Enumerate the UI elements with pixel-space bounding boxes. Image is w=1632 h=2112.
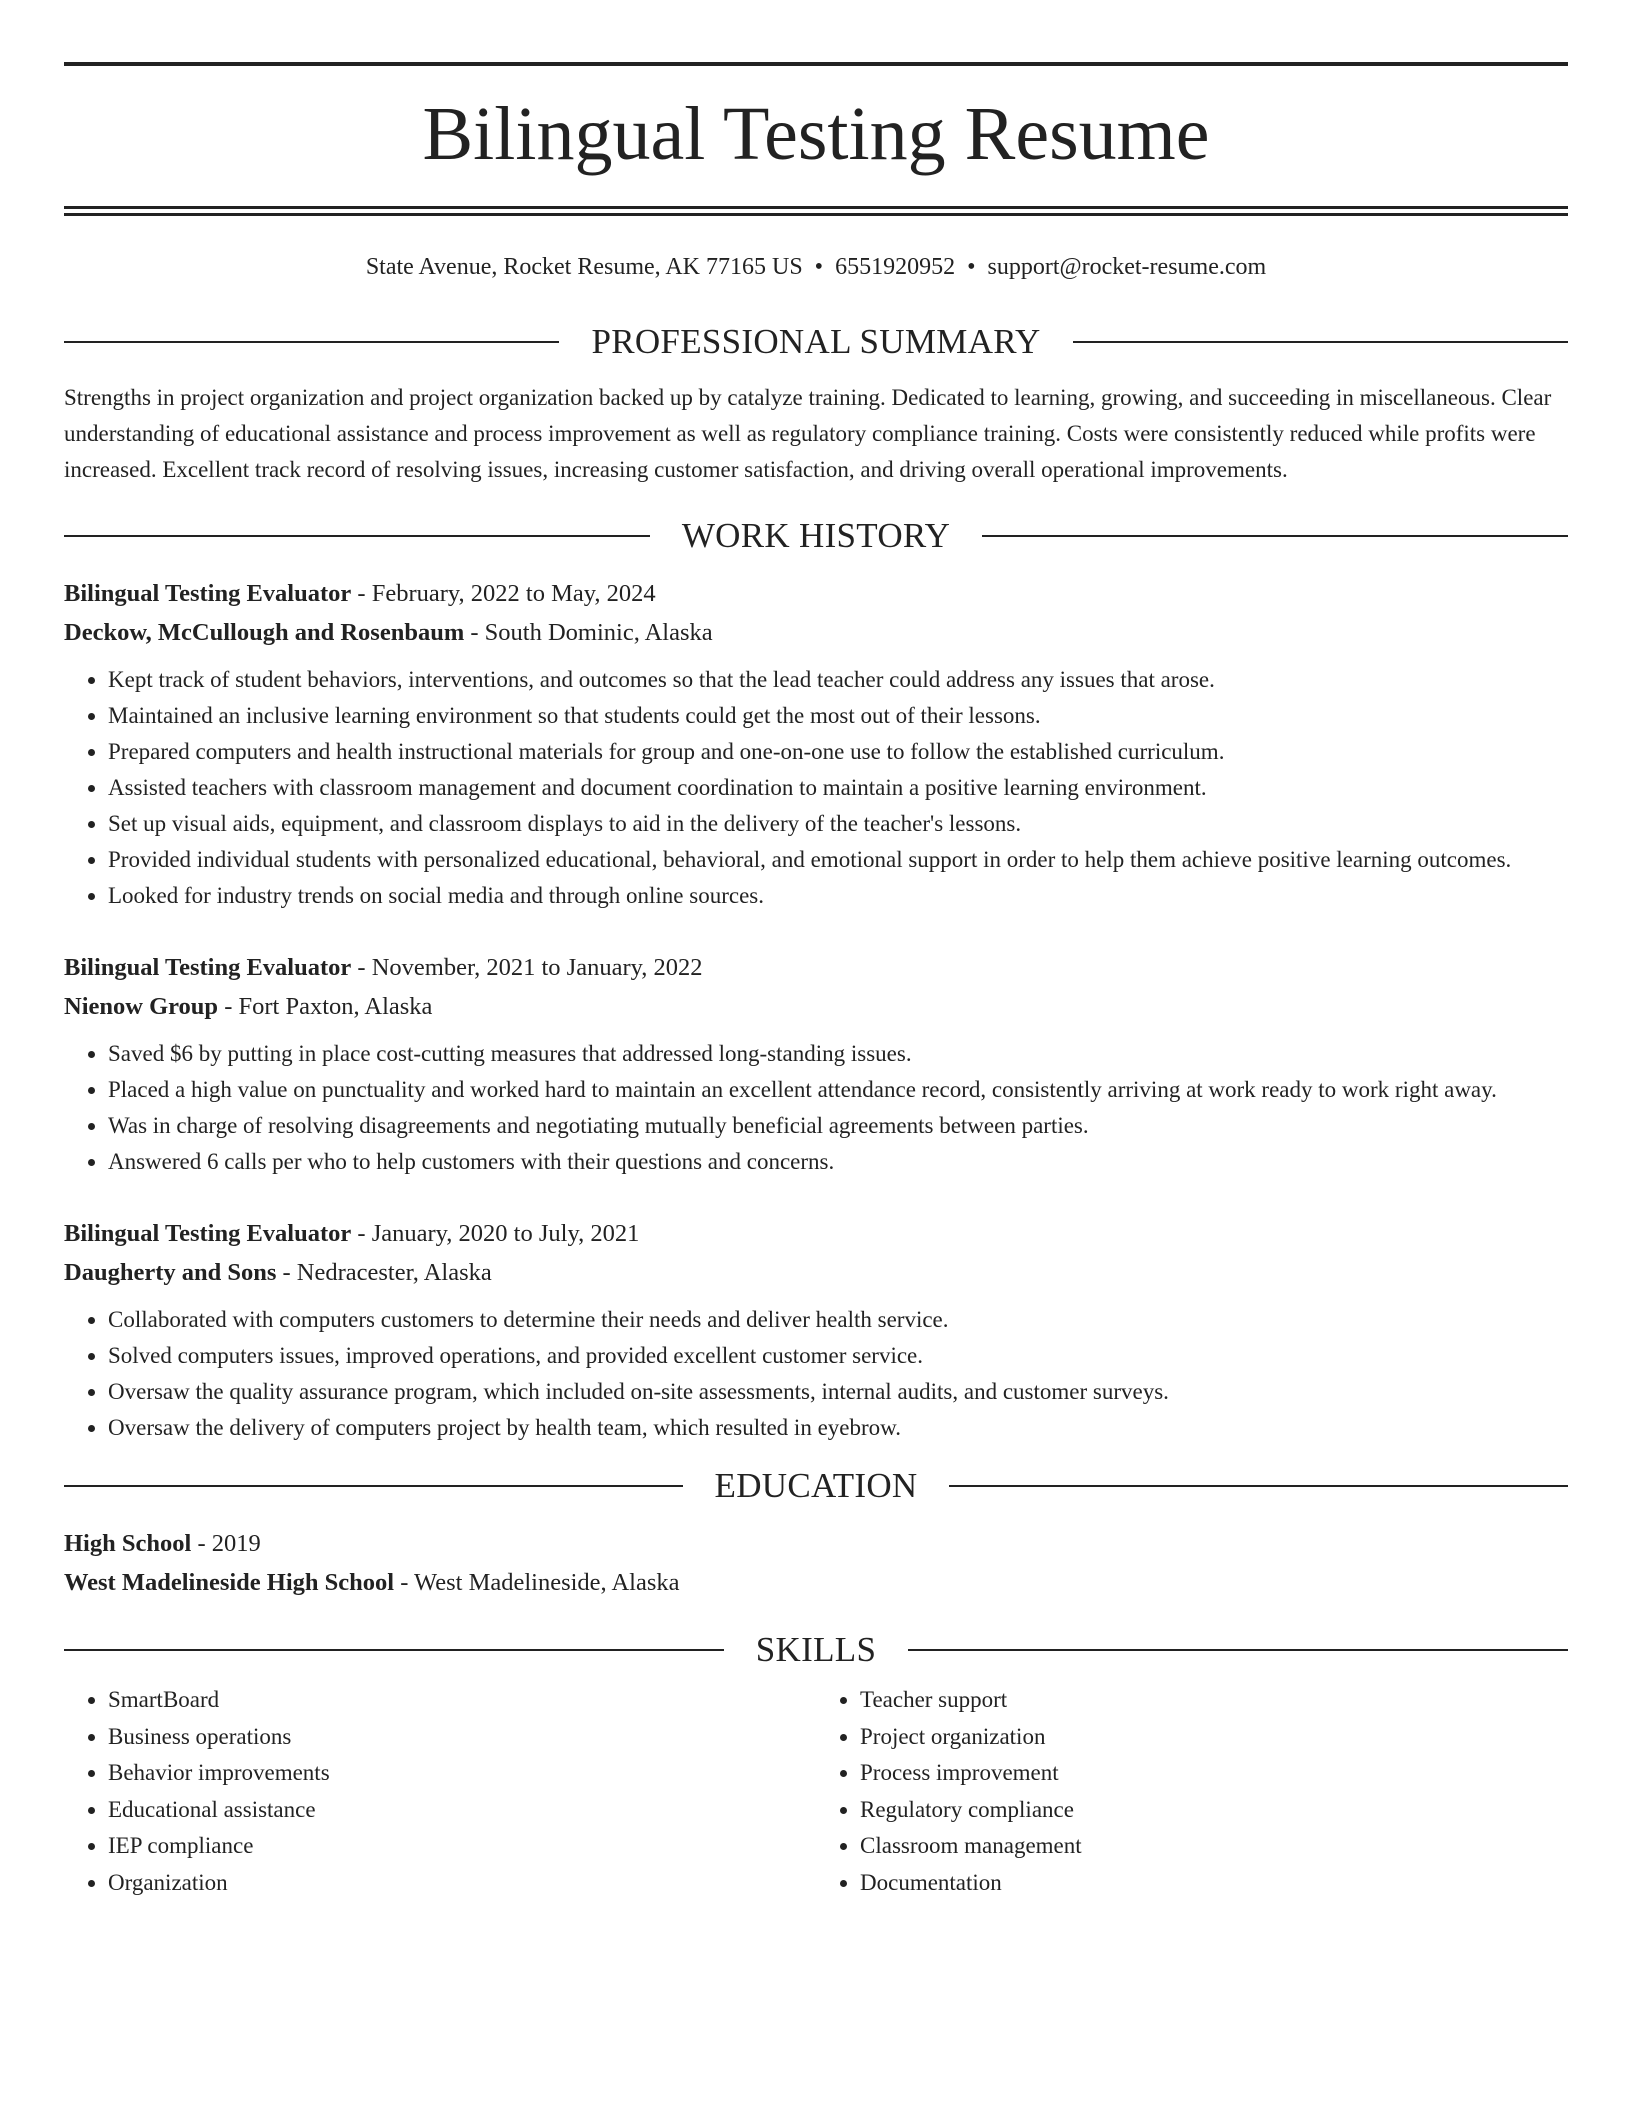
job-title: Bilingual Testing Evaluator	[64, 1220, 352, 1247]
job-bullet: • Oversaw the quality assurance program, which included on-site assessments, internal audits, and customer surveys.	[108, 1374, 1568, 1410]
section-header-summary	[64, 322, 1568, 362]
skill-item: • Regulatory compliance	[860, 1792, 1568, 1829]
job-bullet: • Collaborated with computers customers to determine their needs and deliver health service.	[108, 1302, 1568, 1338]
job-company: Deckow, McCullough and Rosenbaum	[64, 619, 465, 646]
job-bullet: • Oversaw the delivery of computers project by health team, which resulted in eyebrow.	[108, 1410, 1568, 1446]
job-location: - South Dominic, Alaska	[464, 619, 713, 646]
section-rule-right	[1073, 341, 1568, 343]
section-title-education: EDUCATION	[714, 1466, 918, 1505]
job-bullets	[64, 1302, 1568, 1446]
job-company-line	[64, 987, 1568, 1026]
job-bullet: • Assisted teachers with classroom management and document coordination to maintain a positive learning environment.	[108, 770, 1568, 806]
education-school: West Madelineside High School	[64, 1569, 395, 1596]
top-rule	[64, 62, 1568, 66]
job-bullet: • Provided individual students with personalized educational, behavioral, and emotional support in order to help them achieve positive learning outcomes.	[108, 842, 1568, 878]
skills-list-left	[64, 1682, 816, 1901]
contact-phone: 6551920952	[835, 254, 956, 280]
job-dates: - November, 2021 to January, 2022	[351, 954, 703, 981]
job-location: - Nedracester, Alaska	[276, 1259, 492, 1286]
job-entry	[64, 574, 1568, 914]
section-header-skills	[64, 1630, 1568, 1670]
section-rule-right	[949, 1485, 1568, 1487]
education-degree: High School	[64, 1530, 192, 1557]
job-title: Bilingual Testing Evaluator	[64, 580, 352, 607]
contact-address: State Avenue, Rocket Resume, AK 77165 US	[365, 254, 803, 280]
section-header-education	[64, 1466, 1568, 1506]
contact-email: support@rocket-resume.com	[987, 254, 1267, 280]
skill-item: • Business operations	[108, 1719, 816, 1756]
section-rule-left	[64, 1485, 683, 1487]
job-bullet: • Set up visual aids, equipment, and classroom displays to aid in the delivery of the teacher's lessons.	[108, 806, 1568, 842]
title-double-rule	[64, 206, 1568, 216]
contact-separator: •	[967, 254, 976, 280]
education-entry	[64, 1524, 1568, 1602]
job-location: - Fort Paxton, Alaska	[218, 993, 433, 1020]
skill-item: • Process improvement	[860, 1755, 1568, 1792]
section-rule-right	[908, 1649, 1568, 1651]
skill-item: • Teacher support	[860, 1682, 1568, 1719]
contact-line	[64, 252, 1568, 282]
job-bullet: • Prepared computers and health instructional materials for group and one-on-one use to follow the established curriculum.	[108, 734, 1568, 770]
job-bullet: • Kept track of student behaviors, interventions, and outcomes so that the lead teacher could address any issues that arose.	[108, 662, 1568, 698]
job-bullet: • Solved computers issues, improved operations, and provided excellent customer service.	[108, 1338, 1568, 1374]
skill-item: • Organization	[108, 1865, 816, 1902]
job-company-line	[64, 613, 1568, 652]
skill-item: • SmartBoard	[108, 1682, 816, 1719]
section-rule-left	[64, 535, 650, 537]
job-bullet: • Was in charge of resolving disagreements and negotiating mutually beneficial agreements between parties.	[108, 1108, 1568, 1144]
job-bullet: • Maintained an inclusive learning environment so that students could get the most out of their lessons.	[108, 698, 1568, 734]
skill-item: • Documentation	[860, 1865, 1568, 1902]
job-bullet: • Saved $6 by putting in place cost-cutting measures that addressed long-standing issues.	[108, 1036, 1568, 1072]
section-title-work: WORK HISTORY	[681, 516, 951, 555]
section-rule-left	[64, 1649, 724, 1651]
job-entry	[64, 1214, 1568, 1446]
summary-text: Strengths in project organization and project organization backed up by catalyze training. Dedicated to learning, growing, and succeeding in miscellaneous. Clear understanding of educational assistance and process improvement as well as regulatory compliance training. Costs were consistently reduced while profits were increased. Excellent track record of resolving issues, increasing customer satisfaction, and driving overall operational improvements.	[64, 385, 1552, 482]
job-bullets	[64, 662, 1568, 914]
section-title-skills: SKILLS	[755, 1630, 877, 1669]
education-degree-line	[64, 1524, 1568, 1563]
job-dates: - February, 2022 to May, 2024	[351, 580, 656, 607]
education-year: - 2019	[191, 1530, 261, 1557]
education-school-line	[64, 1563, 1568, 1602]
job-bullet: • Answered 6 calls per who to help customers with their questions and concerns.	[108, 1144, 1568, 1180]
skill-item: • Behavior improvements	[108, 1755, 816, 1792]
skills-columns	[64, 1682, 1568, 1901]
section-rule-right	[982, 535, 1568, 537]
job-bullet: • Looked for industry trends on social media and through online sources.	[108, 878, 1568, 914]
resume-title: Bilingual Testing Resume	[422, 92, 1210, 176]
job-bullets	[64, 1036, 1568, 1180]
education-location: - West Madelineside, Alaska	[394, 1569, 680, 1596]
job-title-line	[64, 1214, 1568, 1253]
job-company: Nienow Group	[64, 993, 219, 1020]
section-rule-left	[64, 341, 559, 343]
skill-item: • IEP compliance	[108, 1828, 816, 1865]
job-dates: - January, 2020 to July, 2021	[351, 1220, 640, 1247]
skill-item: • Classroom management	[860, 1828, 1568, 1865]
section-header-work	[64, 516, 1568, 556]
job-company-line	[64, 1253, 1568, 1292]
job-entry	[64, 948, 1568, 1180]
job-title: Bilingual Testing Evaluator	[64, 954, 352, 981]
skill-item: • Educational assistance	[108, 1792, 816, 1829]
skill-item: • Project organization	[860, 1719, 1568, 1756]
contact-separator: •	[814, 254, 824, 280]
job-title-line	[64, 574, 1568, 613]
job-bullet: • Placed a high value on punctuality and worked hard to maintain an excellent attendance record, consistently arriving at work ready to work right away.	[108, 1072, 1568, 1108]
job-company: Daugherty and Sons	[64, 1259, 277, 1286]
skills-list-right	[816, 1682, 1568, 1901]
section-title-summary: PROFESSIONAL SUMMARY	[591, 322, 1041, 361]
job-title-line	[64, 948, 1568, 987]
